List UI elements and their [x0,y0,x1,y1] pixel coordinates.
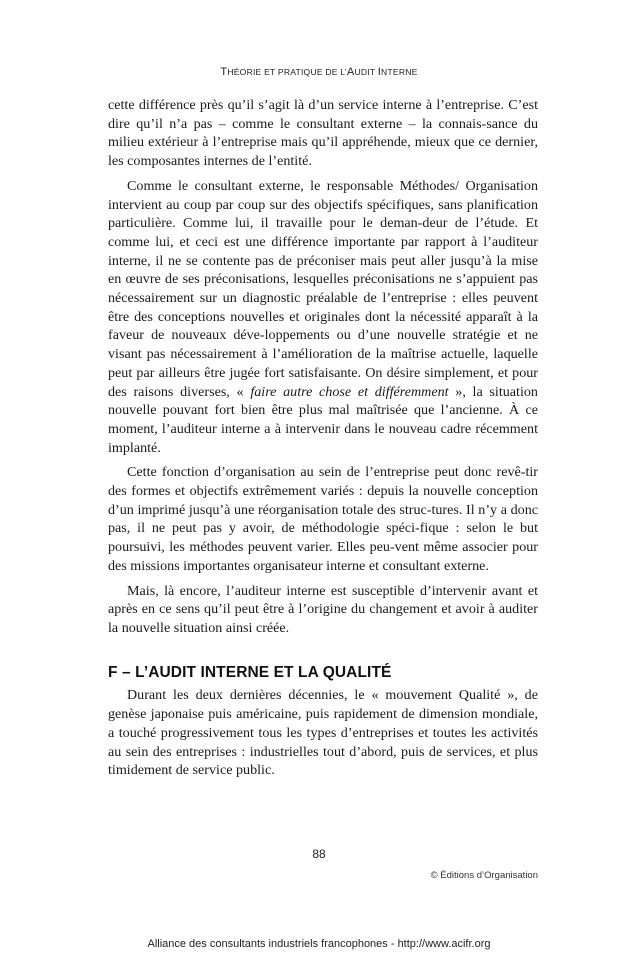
footer-credit: Alliance des consultants industriels francophones - http://www.acifr.org [147,938,491,950]
section-title: F – L’AUDIT INTERNE ET LA QUALITÉ [108,663,392,681]
paragraph-2-text-a: Comme le consultant externe, le responsable Méthodes/ Organisation intervient au coup par coup sur des objectifs spécifiques, sans planification particulière. Comme lui, il travaille pour le deman-deur de l’étude. Et comme lui, et ceci est une différence importante par rapport à l’auditeur interne, il ne se contente pas de préconiser mais peut aller jusqu’à la mise en œuvre de ses préconisations, lesquelles préconisations ne s’appuient pas nécessairement sur un diagnostic préalable de l’entreprise : elles peuvent être des conceptions nouvelles et originales dont la nécessité apparaît à la faveur de nouveaux déve-loppements ou d’une nouvelle stratégie et ne visant pas nécessairement à l’amélioration de la maîtrise actuelle, laquelle peut par ailleurs être jugée fort satisfaisante. On désire simplement, et pour des raisons diverses, « [108,177,538,400]
page-content [108,96,538,786]
paragraph-1: cette différence près qu’il s’agit là d’un service interne à l’entreprise. C’est dire qu’il n’a pas – comme le consultant externe – la connais-sance du milieu extérieur à l’entreprise mais qu’il appréhende, mieux que ce dernier, les composantes internes de l’entité. [108,97,538,170]
running-head-small-3: NTERNE [381,67,418,77]
running-head-cap-2: A [346,66,355,78]
running-head-cap-3: I [377,66,382,78]
running-head-small-1: HÉORIE ET PRATIQUE DE L’ [227,67,347,77]
running-head-small-2: UDIT [354,67,378,77]
paragraph-2 [108,177,538,458]
section-paragraph: Durant les deux dernières décennies, le « mouvement Qualité », de genèse japonaise puis américaine, puis rapidement de dimension mondiale, a touché progressivement tous les types d’entreprises et toutes les activités au sein des entreprises : industrielles tout d’abord, puis de services, et plus timidement de service public. [108,687,538,779]
copyright-notice: © Éditions d’Organisation [430,870,538,881]
paragraph-4: Mais, là encore, l’auditeur interne est susceptible d’intervenir avant et après en ce sens qu’il peut être à l’origine du changement et avoir à auditer la nouvelle situation ainsi créée. [108,582,538,636]
paragraph-2-text-b: », la situation nouvelle pouvant fort bien être plus mal maîtrisée que l’ancienne. À ce moment, l’auditeur interne a à intervenir dans le nouveau cadre récemment implanté. [108,383,538,456]
page-number: 88 [312,847,326,861]
running-head [0,66,638,78]
paragraph-3: Cette fonction d’organisation au sein de l’entreprise peut donc revê-tir des formes et objectifs extrêmement variés : depuis la nouvelle conception d’un imprimé jusqu’à une réorganisation totale des struc-tures. Il n’y a donc pas, il ne peut pas y avoir, de méthodologie spéci-fique : selon le but poursuivi, les méthodes peuvent varier. Elles peu-vent même associer pour des missions importantes organisateur interne et consultant externe. [108,464,538,574]
running-head-cap-1: T [220,66,228,78]
paragraph-2-emphasis: faire autre chose et différemment [250,383,449,400]
